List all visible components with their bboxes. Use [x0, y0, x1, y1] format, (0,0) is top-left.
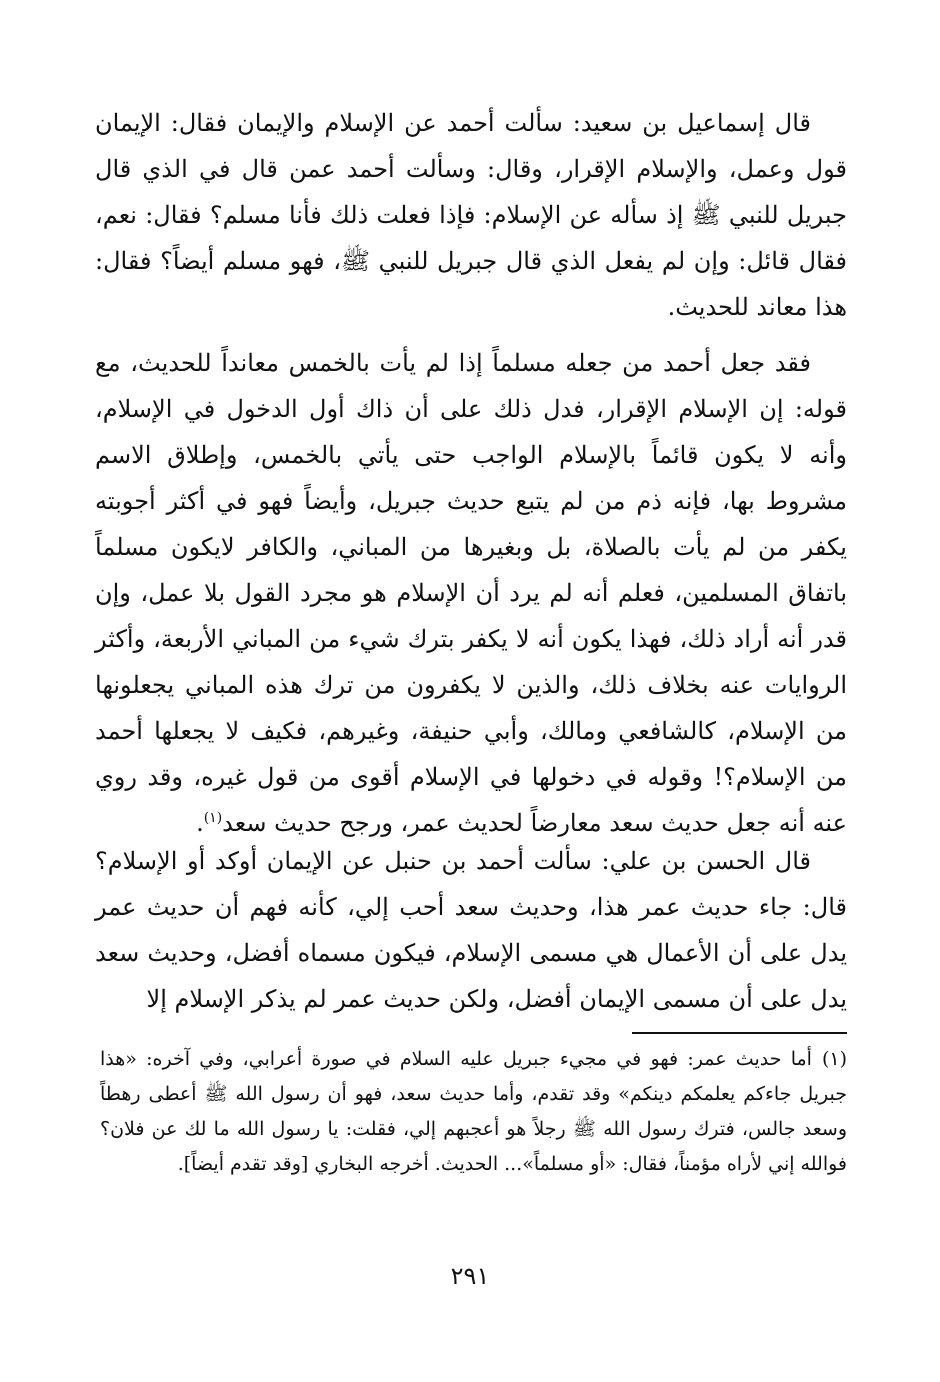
- footnote-reference: (١): [203, 810, 223, 826]
- paragraph-3: قال الحسن بن علي: سألت أحمد بن حنبل عن الإيمان أوكد أو الإسلام؟ قال: جاء حديث عمر هذا، وحديث سعد أحب إلي، كأنه فهم أن حديث عمر يدل على أن الأعمال هي مسمى الإسلام، فيكون مسماه أفضل، وحديث سعد يدل على أن مسمى الإيمان أفضل، ولكن حديث عمر لم يذكر الإسلام إلا: [95, 847, 848, 1013]
- paragraph-1: قال إسماعيل بن سعيد: سألت أحمد عن الإسلام والإيمان فقال: الإيمان قول وعمل، والإسلام الإقرار، وقال: وسألت أحمد عمن قال في الذي قال جبريل للنبي ﷺ إذ سأله عن الإسلام: فإذا فعلت ذلك فأنا مسلم؟ فقال: نعم، فقال قائل: وإن لم يفعل الذي قال جبريل للنبي ﷺ، فهو مسلم أيضاً؟ فقال: هذا معاند للحديث.: [95, 109, 848, 321]
- footnote-marker: (١): [821, 1048, 847, 1070]
- paragraph-2-end: .: [196, 809, 204, 837]
- page-number: ٢٩١: [450, 1262, 490, 1290]
- footnote-text: أما حديث عمر: فهو في مجيء جبريل عليه السلام في صورة أعرابي، وفي آخره: «هذا جبريل جاءكم يعلمكم دينكم» وقد تقدم، وأما حديث سعد، فهو أن رسول الله ﷺ أعطى رهطاً وسعد جالس، فترك رسول الله ﷺ رجلاً هو أعجبهم إلي، فقلت: يا رسول الله ما لك عن فلان؟ فوالله إني لأراه مؤمناً، فقال: «أو مسلماً»... الحديث. أخرجه البخاري [وقد تقدم أيضاً].: [100, 1048, 847, 1175]
- footnote: [100, 1042, 847, 1182]
- paragraph-2-text: فقد جعل أحمد من جعله مسلماً إذا لم يأت بالخمس معانداً للحديث، مع قوله: إن الإسلام الإقرار، فدل ذلك على أن ذاك أول الدخول في الإسلام، وأنه لا يكون قائماً بالإسلام الواجب حتى يأتي بالخمس، وإطلاق الاسم مشروط بها، فإنه ذم من لم يتبع حديث جبريل، وأيضاً فهو في أكثر أجوبته يكفر من لم يأت بالصلاة، بل وبغيرها من المباني، والكافر لايكون مسلماً باتفاق المسلمين، فعلم أنه لم يرد أن الإسلام هو مجرد القول بلا عمل، وإن قدر أنه أراد ذلك، فهذا يكون أنه لا يكفر بترك شيء من المباني الأربعة، وأكثر الروايات عنه بخلاف ذلك، والذين لا يكفرون من ترك هذه المباني يجعلونها من الإسلام، كالشافعي ومالك، وأبي حنيفة، وغيرهم، فكيف لا يجعلها أحمد من الإسلام؟! وقوله في دخولها في الإسلام أقوى من قول غيره، وقد روي عنه أنه جعل حديث سعد معارضاً لحديث عمر، ورجح حديث سعد: [95, 349, 847, 837]
- paragraph-2: [95, 340, 847, 846]
- footnote-divider: [632, 1032, 847, 1034]
